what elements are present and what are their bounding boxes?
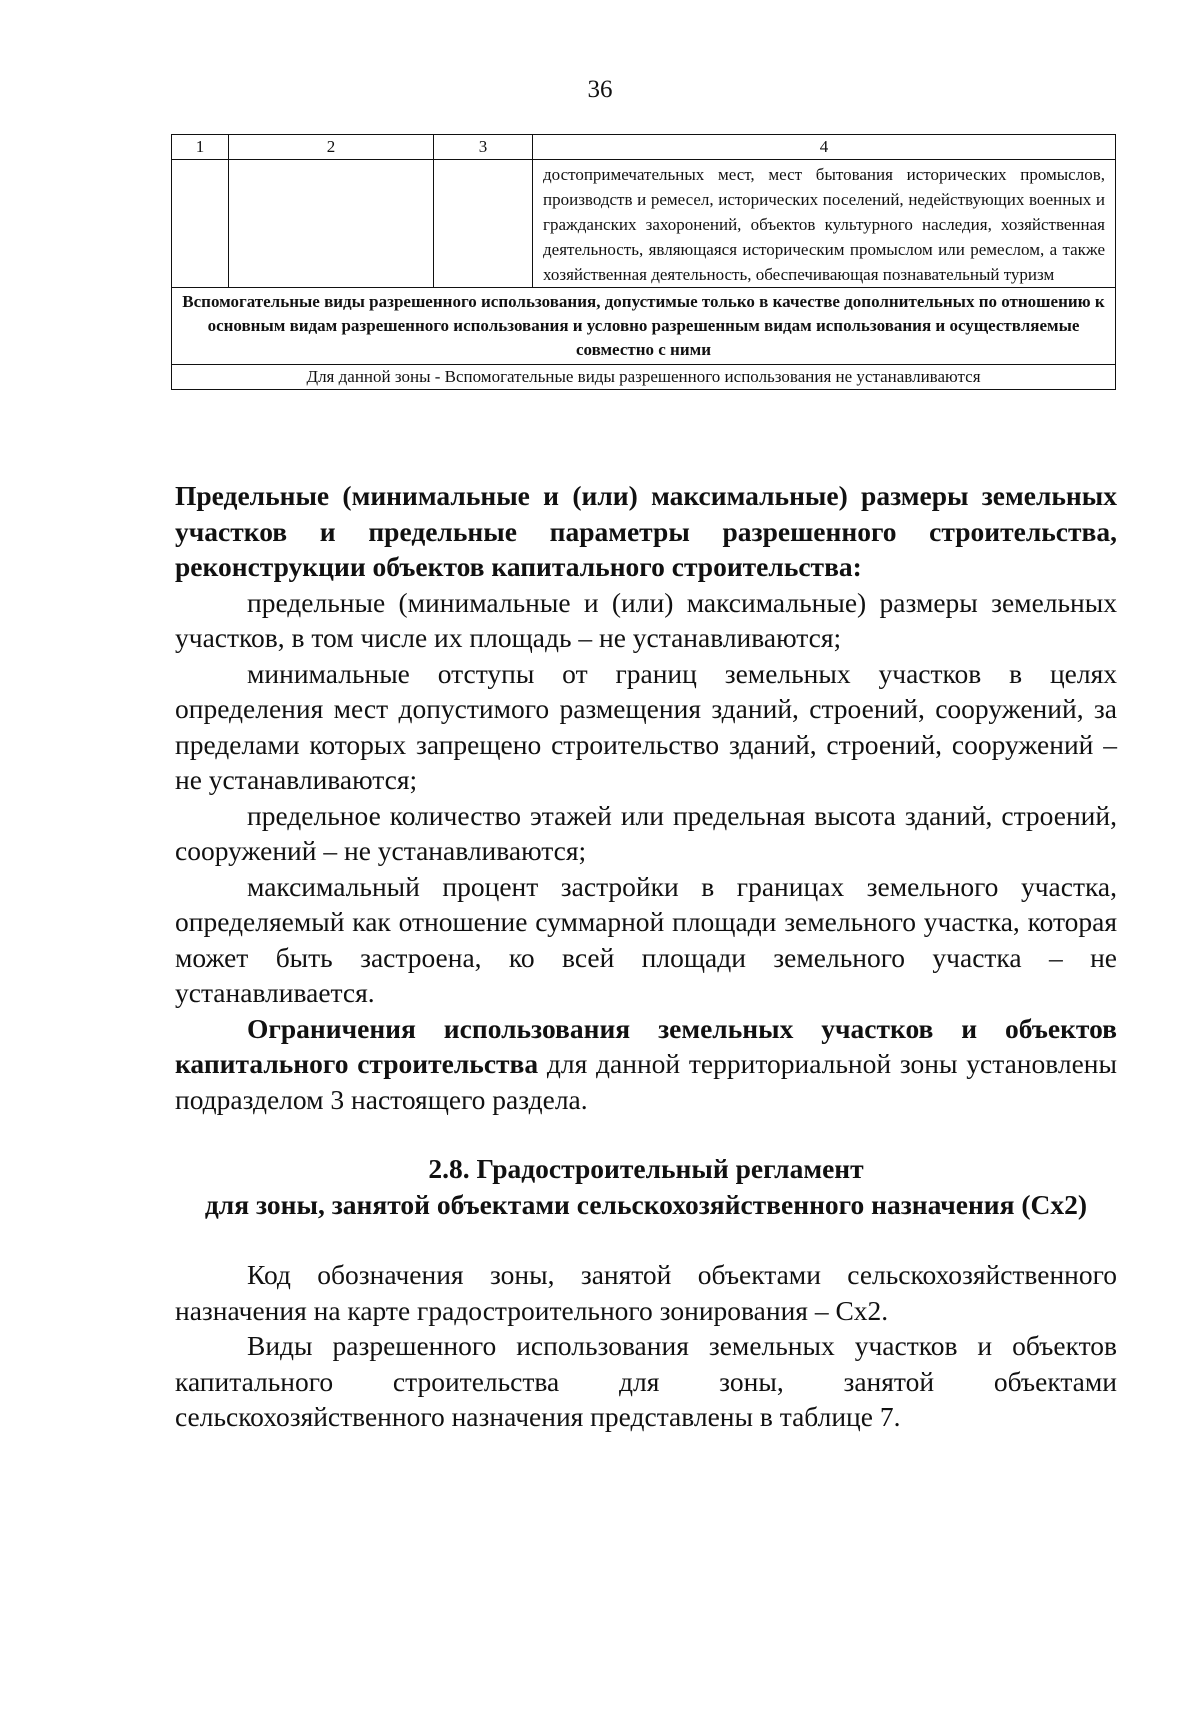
auxiliary-heading-row bbox=[172, 288, 1116, 365]
restrictions-text: для данной территориальной зоны установлены подразделом 3 настоящего раздела. bbox=[175, 1048, 1117, 1115]
column-header-2: 2 bbox=[229, 135, 434, 160]
column-header-1: 1 bbox=[172, 135, 229, 160]
limits-paragraph-3: предельное количество этажей или предельная высота зданий, строений, сооружений – не устанавливаются; bbox=[175, 799, 1117, 866]
restrictions-paragraph bbox=[175, 1011, 1117, 1118]
table-cell-description: достопримечательных мест, мест бытования исторических промыслов, производств и ремесел, исторических поселений, недействующих военных и гражданских захоронений, объектов культурного наследия, хозяйственная деятельность, являющаяся историческим промыслом или ремеслом, а также хозяйственная деятельность, обеспечивающая познавательный туризм bbox=[533, 160, 1116, 288]
page-number: 36 bbox=[587, 76, 613, 103]
section-title bbox=[175, 1151, 1117, 1222]
section-title-line-1: 2.8. Градостроительный регламент bbox=[428, 1153, 864, 1184]
land-use-table bbox=[171, 134, 1116, 390]
limits-paragraph-1: предельные (минимальные и (или) максимальные) размеры земельных участков, в том числе их площадь – не устанавливаются; bbox=[175, 586, 1117, 653]
limits-paragraph-2: минимальные отступы от границ земельных участков в целях определения мест допустимого размещения зданий, строений, сооружений, за пределами которых запрещено строительство зданий, строений, сооружений – не устанавливаются; bbox=[175, 657, 1117, 795]
section-title-line-2: для зоны, занятой объектами сельскохозяйственного назначения (Сх2) bbox=[204, 1188, 1088, 1220]
limits-section bbox=[175, 478, 1117, 1117]
column-header-4: 4 bbox=[533, 135, 1116, 160]
limits-paragraph-4: максимальный процент застройки в границах земельного участка, определяемый как отношение суммарной площади земельного участка, которая может быть застроена, ко всей площади земельного участка – не устанавливается. bbox=[175, 870, 1117, 1008]
table-header-row bbox=[172, 135, 1116, 160]
auxiliary-uses-heading: Вспомогательные виды разрешенного использования, допустимые только в качестве дополнительных по отношению к основным видам разрешенного использования и условно разрешенным видам использования и осуществляемые совместно с ними bbox=[172, 288, 1116, 365]
zone-code-paragraph: Код обозначения зоны, занятой объектами сельскохозяйственного назначения на карте градостроительного зонирования – Сх2. bbox=[175, 1259, 1117, 1326]
table-cell-3 bbox=[434, 160, 533, 288]
table-row bbox=[172, 160, 1116, 288]
restrictions-bold-text: Ограничения использования земельных участков и объектов капитального строительства bbox=[175, 1012, 1117, 1079]
column-header-3: 3 bbox=[434, 135, 533, 160]
table-cell-2 bbox=[229, 160, 434, 288]
auxiliary-uses-note: Для данной зоны - Вспомогательные виды разрешенного использования не устанавливаются bbox=[172, 365, 1116, 390]
permitted-uses-paragraph: Виды разрешенного использования земельных участков и объектов капитального строительства для зоны, занятой объектами сельскохозяйственного назначения представлены в таблице 7. bbox=[175, 1330, 1117, 1432]
auxiliary-note-row bbox=[172, 365, 1116, 390]
section-body bbox=[175, 1257, 1117, 1435]
table-cell-1 bbox=[172, 160, 229, 288]
limits-heading: Предельные (минимальные и (или) максимальные) размеры земельных участков и предельные параметры разрешенного строительства, реконструкции объектов капитального строительства: bbox=[175, 480, 1117, 582]
